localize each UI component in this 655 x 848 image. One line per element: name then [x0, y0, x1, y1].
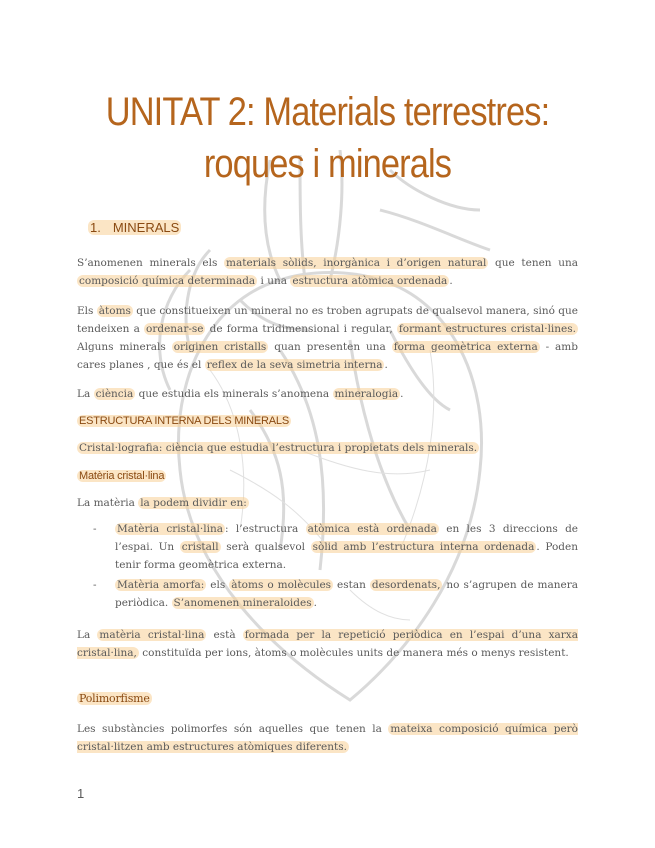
highlight: Cristal·lografia: ciència que estudia l’estructura i propietats dels minerals. — [79, 442, 478, 454]
highlight: sòlid amb l’estructura interna ordenada — [312, 541, 535, 553]
highlight: ciència — [95, 388, 134, 400]
paragraph-definition — [77, 254, 578, 290]
text: S’anomenen minerals els — [77, 257, 225, 269]
highlight: desordenats, — [371, 579, 441, 591]
subheading-text: ESTRUCTURA INTERNA DELS MINERALS — [79, 415, 289, 427]
highlight: forma geomètrica externa — [393, 341, 538, 353]
highlight: materials sòlids, inorgànica i d’origen natural — [226, 257, 487, 269]
subheading-internal-structure — [77, 415, 291, 427]
section-heading-highlight — [88, 220, 181, 235]
text: els — [206, 579, 230, 591]
title-line-1: UNITAT 2: Materials terrestres: — [105, 90, 550, 134]
paragraph-crystal-lattice — [77, 626, 578, 662]
text: - amb cares planes , que és el — [77, 341, 578, 371]
text: que estudia els minerals s’anomena — [135, 388, 333, 400]
text: . — [449, 275, 453, 287]
highlight: estructura atòmica ordenada — [292, 275, 448, 287]
highlight: mineralogia — [334, 388, 399, 400]
page-title — [97, 86, 557, 190]
paragraph-atoms — [77, 302, 578, 374]
subheading-polymorphism — [77, 692, 152, 705]
text: . Poden tenir forma geomètrica externa. — [115, 541, 578, 571]
title-line-2: roques i minerals — [203, 142, 452, 186]
text: . — [313, 597, 317, 609]
section-number: 1. — [90, 220, 101, 235]
text: estan — [333, 579, 370, 591]
highlight: àtoms — [98, 305, 131, 317]
highlight: la podem dividir en: — [140, 497, 247, 509]
text: . — [384, 359, 388, 371]
text: La matèria — [77, 497, 139, 509]
text: Els — [77, 305, 97, 317]
text: de forma tridimensional i regular, — [205, 323, 397, 335]
highlight: reflex de la seva simetria interna — [206, 359, 383, 371]
highlight: S’anomenen mineraloides — [173, 597, 312, 609]
page-number: 1 — [77, 786, 85, 801]
highlight: àtoms o molècules — [231, 579, 332, 591]
matter-types-list — [93, 520, 578, 614]
paragraph-crystallography — [77, 439, 578, 457]
highlight: matèria cristal·lina — [99, 629, 205, 641]
paragraph-mineralogy — [77, 385, 578, 403]
text: que tenen una — [488, 257, 578, 269]
paragraph-polymorphism — [77, 720, 578, 756]
highlight: formada per la repetició periòdica en l’espai d’una xarxa cristal·lina, — [77, 629, 578, 659]
highlight: formant estructures cristal·lines. — [398, 323, 576, 335]
list-item — [93, 520, 578, 574]
paragraph-matter-division — [77, 494, 578, 512]
highlight: Matèria amorfa: — [117, 579, 205, 591]
highlight: mateixa composició química però cristal·litzen amb estructures atòmiques diferents. — [77, 723, 578, 753]
subheading-text: Matèria cristal·lina — [79, 470, 165, 482]
highlight: originen cristalls — [173, 341, 267, 353]
text: està — [206, 629, 243, 641]
highlight: cristall — [181, 541, 219, 553]
text: . — [400, 388, 404, 400]
text: La — [77, 629, 98, 641]
section-label: MINERALS — [112, 220, 180, 235]
text: no s’agrupen de manera periòdica. — [115, 579, 578, 609]
text: quan presenten una — [268, 341, 392, 353]
text: en les 3 direccions de l’espai. Un — [115, 523, 579, 553]
list-item — [93, 576, 578, 612]
highlight: atòmica està ordenada — [307, 523, 437, 535]
text: Les substàncies polimorfes són aquelles que tenen la — [77, 723, 389, 735]
text: serà qualsevol — [220, 541, 311, 553]
highlight: composició química determinada — [79, 275, 256, 287]
highlight: ordenar-se — [146, 323, 204, 335]
list-dash: - — [93, 579, 97, 591]
text: Alguns minerals — [77, 341, 172, 353]
section-heading-minerals — [88, 220, 181, 235]
subheading-crystalline-matter — [77, 470, 166, 482]
list-dash: - — [93, 523, 97, 535]
highlight: Matèria cristal·lina — [117, 523, 223, 535]
text: : l’estructura — [224, 523, 306, 535]
text: que constitueixen un mineral no es troben agrupats de qualsevol manera, sinó que tendeixen a — [77, 305, 579, 335]
text: i una — [257, 275, 291, 287]
text: constituïda per ions, àtoms o molècules units de manera més o menys resistent. — [138, 647, 569, 659]
text: La — [77, 388, 94, 400]
subheading-text: Polimorfisme — [79, 692, 150, 705]
